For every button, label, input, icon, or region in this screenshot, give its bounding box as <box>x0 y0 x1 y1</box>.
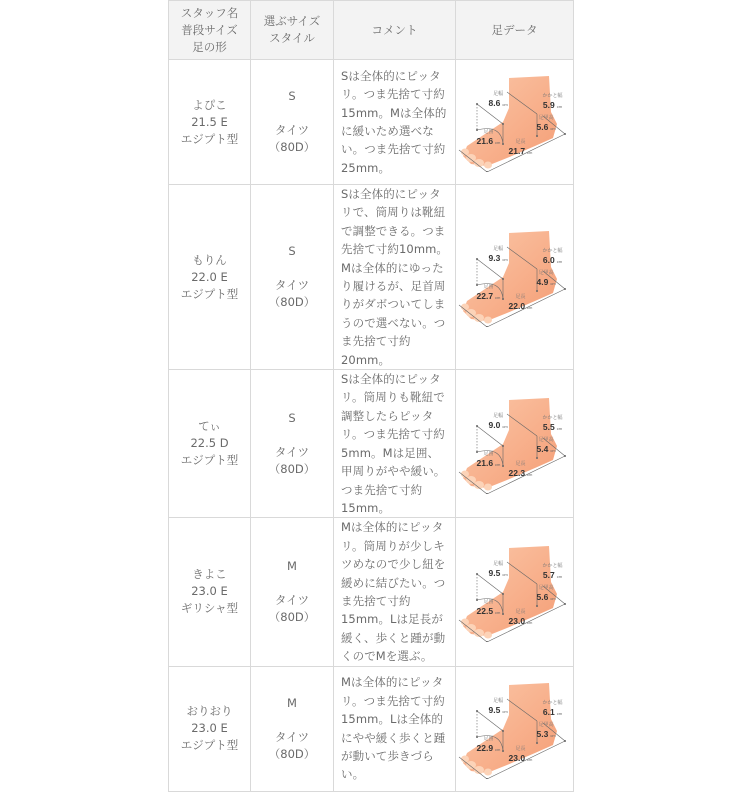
foot-width-label: 足幅 9.5 cm <box>488 560 508 578</box>
header-foot-shape: 足の形 <box>192 39 227 54</box>
foot-data-cell <box>456 518 574 666</box>
foot-girth-label: 足囲 22.5 cm <box>476 598 501 616</box>
table-row <box>169 666 574 791</box>
foot-data-cell <box>456 666 574 791</box>
usual-size: 22.0 E <box>191 269 228 284</box>
foot-diagram <box>457 394 573 494</box>
foot-girth-label: 足囲 21.6 cm <box>476 450 501 468</box>
instep-height-label: 足甲高 5.6 cm <box>536 584 556 602</box>
size-cell <box>251 60 334 185</box>
foot-girth-label: 足囲 22.9 cm <box>476 735 501 753</box>
comment-cell: Sは全体的にピッタリ。つま先捨て寸約15mm。Mは全体的に緩いため選べない。つま先捨て寸約25mm。 <box>334 60 456 185</box>
table-row <box>169 370 574 518</box>
header-comment: コメント <box>334 1 456 60</box>
size-cell <box>251 666 334 791</box>
foot-diagram <box>457 542 573 642</box>
size-cell <box>251 370 334 518</box>
staff-cell <box>169 185 251 370</box>
staff-cell <box>169 666 251 791</box>
style-detail: （80D） <box>268 461 316 476</box>
staff-cell <box>169 370 251 518</box>
style: タイツ <box>274 123 310 137</box>
foot-diagram <box>457 72 573 172</box>
instep-height-label: 足甲高 5.4 cm <box>536 436 556 454</box>
comment-cell: Mは全体的にピッタリ。つま先捨て寸約15mm。Lは全体的にやや緩く歩くと踵が動いて歩きづらい。 <box>334 666 456 791</box>
header-row <box>169 1 574 60</box>
chosen-size: S <box>288 410 296 425</box>
heel-width-label: かかと幅 6.1 cm <box>542 699 563 717</box>
foot-width-label: 足幅 8.6 cm <box>488 91 508 108</box>
instep-height-label: 足甲高 4.9 cm <box>536 270 556 288</box>
header-usual-size: 普段サイズ <box>181 22 238 37</box>
foot-shape: エジプト型 <box>180 738 239 753</box>
comment-cell: Sは全体的にピッタリ。筒周りも靴紐で調整したらピッタリ。つま先捨て寸約5mm。Mは足囲、甲周りがやや緩い。つま先捨て寸約15mm。 <box>334 370 456 518</box>
foot-length-label: 足長 22.0 cm <box>508 294 533 312</box>
usual-size: 23.0 E <box>191 721 228 736</box>
foot-length-label: 足長 23.0 cm <box>508 745 533 763</box>
usual-size: 22.5 D <box>190 436 229 451</box>
header-size <box>251 1 334 60</box>
header-chosen-size: 選ぶサイズ <box>263 14 321 28</box>
staff-name: おりおり <box>186 704 233 719</box>
size-cell <box>251 518 334 666</box>
foot-shape: エジプト型 <box>180 286 239 301</box>
style: タイツ <box>274 729 310 744</box>
foot-shape: エジプト型 <box>180 131 239 146</box>
staff-name: てぃ <box>198 419 221 434</box>
style: タイツ <box>274 444 310 459</box>
staff-cell <box>169 60 251 185</box>
heel-width-label: かかと幅 5.7 cm <box>542 562 563 580</box>
foot-width-label: 足幅 9.0 cm <box>488 412 508 430</box>
usual-size: 23.0 E <box>191 584 228 599</box>
chosen-size: M <box>287 695 297 710</box>
staff-size-table-container <box>168 0 573 792</box>
style: タイツ <box>274 592 310 607</box>
heel-width-label: かかと幅 6.0 cm <box>542 248 563 266</box>
staff-size-table <box>168 0 574 792</box>
chosen-size: S <box>288 244 296 259</box>
instep-height-label: 足甲高 5.3 cm <box>536 721 556 739</box>
comment-cell: Mは全体的にピッタリ。筒周りが少しキツめなので少し紐を緩めに結びたい。つま先捨て寸約15mm。Lは足長が緩く、歩くと踵が動くのでMを選ぶ。 <box>334 518 456 666</box>
table-row <box>169 518 574 666</box>
heel-width-label: かかと幅 5.5 cm <box>542 414 563 432</box>
style-detail: （80D） <box>268 609 316 624</box>
foot-data-cell <box>456 185 574 370</box>
chosen-size: S <box>288 89 296 103</box>
staff-name: もりん <box>192 252 227 267</box>
foot-girth-label: 足囲 21.6 cm <box>476 129 501 146</box>
style-detail: （80D） <box>268 295 316 310</box>
staff-name: よぴこ <box>192 97 227 112</box>
foot-girth-label: 足囲 22.7 cm <box>476 284 501 302</box>
foot-diagram <box>457 227 573 327</box>
table-row <box>169 185 574 370</box>
header-style: スタイル <box>269 31 315 45</box>
foot-width-label: 足幅 9.3 cm <box>488 246 508 264</box>
style-detail: （80D） <box>268 140 316 154</box>
foot-diagram <box>457 679 573 779</box>
header-staff <box>169 1 251 60</box>
staff-cell <box>169 518 251 666</box>
table-row <box>169 60 574 185</box>
heel-width-label: かかと幅 5.9 cm <box>542 93 563 110</box>
foot-length-label: 足長 23.0 cm <box>508 608 533 626</box>
style: タイツ <box>274 278 310 293</box>
chosen-size: M <box>287 558 297 573</box>
size-cell <box>251 185 334 370</box>
foot-width-label: 足幅 9.5 cm <box>488 697 508 715</box>
usual-size: 21.5 E <box>191 114 228 129</box>
foot-data-cell <box>456 370 574 518</box>
header-staff-name: スタッフ名 <box>180 5 239 20</box>
foot-length-label: 足長 22.3 cm <box>508 460 533 478</box>
foot-length-label: 足長 21.7 cm <box>508 139 533 156</box>
instep-height-label: 足甲高 5.6 cm <box>536 115 556 132</box>
foot-shape: エジプト型 <box>180 453 239 468</box>
foot-data-cell <box>456 60 574 185</box>
header-foot-data: 足データ <box>456 1 574 60</box>
foot-shape: ギリシャ型 <box>180 601 239 616</box>
style-detail: （80D） <box>268 746 316 761</box>
staff-name: きよこ <box>192 567 227 582</box>
comment-cell: Sは全体的にピッタリで、筒周りは靴紐で調整できる。つま先捨て寸約10mm。Mは全体的にゆったり履けるが、足首周りがダボついてしまうので選べない。つま先捨て寸約20mm。 <box>334 185 456 370</box>
